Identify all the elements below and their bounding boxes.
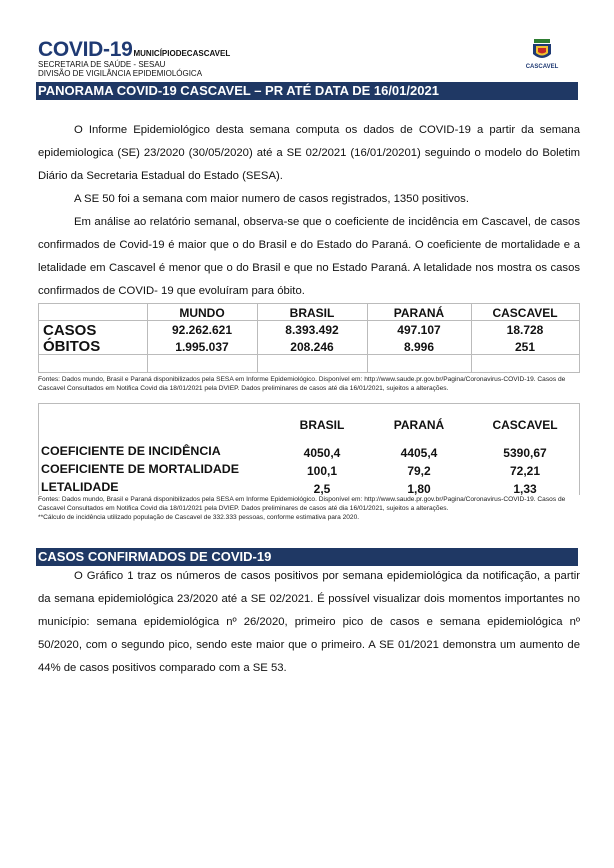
coefficients-table [38,403,580,495]
table2-letalidade-brasil: 2,5 [313,482,331,496]
table2-mortalidade-brasil: 100,1 [306,464,338,478]
table2-row-label-incidencia: COEFICIENTE DE INCIDÊNCIA [41,444,221,458]
table1-casos-parana: 497.107 [397,323,441,337]
table2-letalidade-cascavel: 1,33 [513,482,537,496]
header-title-municipality: MUNICÍPIODECASCAVEL [133,49,231,58]
table1-obitos-cascavel: 251 [514,340,536,354]
table1-casos-mundo: 92.262.621 [171,323,233,337]
table1-source-note: Fontes: Dados mundo, Brasil e Paraná disponibilizados pela SESA em Informe Epidemiológico. Disponível em: http://www.saude.pr.gov.br/Pagina/Coronavirus-COVID-19. Casos de Cascavel Consultados em Notifica Covid dia 18/01/2021 pela DVIEP. Dados preliminares de casos até dia 16/01/2021, sujeitos a alterações. [38,376,566,392]
paragraph-peak-week [38,188,580,211]
table2-header-cascavel: CASCAVEL [492,418,558,432]
header-department: SECRETARIA DE SAÚDE - SESAU [38,60,166,69]
table2-letalidade-parana: 1,80 [407,482,431,496]
paragraph-intro [38,119,580,188]
table1-row-label-obitos: ÓBITOS [43,338,101,355]
cascavel-logo [519,38,565,78]
section-title-confirmed-cases: CASOS CONFIRMADOS DE COVID-19 [36,548,578,566]
table2-incidencia-brasil: 4050,4 [303,446,341,460]
paragraph-confirmed-cases-text: O Gráfico 1 traz os números de casos positivos por semana epidemiológica da notificação, a partir da semana epidemiológica 23/2020 até a SE 02/2021. É possível visualizar dois momentos importantes no município: semana epidemiológica nº 26/2020, primeiro pico de casos e semana epidemiológica nº 50/2020, com o segundo pico, sendo este maior que o primeiro. A SE 01/2021 demonstra um aumento de 44% de casos positivos comparado com a SE 53. [38,570,580,674]
table2-header-brasil: BRASIL [299,418,345,432]
table1-row-label-casos: CASOS [43,322,97,339]
paragraph-peak-week-text: A SE 50 foi a semana com maior numero de casos registrados, 1350 positivos. [74,193,469,205]
table2-row-label-letalidade: LETALIDADE [41,480,119,494]
table2-source-note: Fontes: Dados mundo, Brasil e Paraná disponibilizados pela SESA em Informe Epidemiológico. Disponível em: http://www.saude.pr.gov.br/Pagina/Coronavirus-COVID-19. Casos de Cascavel Consultados em Notifica Covid dia 18/01/2021 pela DVIEP. Dados preliminares de casos até dia 16/01/2021, sujeitos a alterações. [38,496,566,512]
table2-row-label-mortalidade: COEFICIENTE DE MORTALIDADE [41,462,240,476]
table1-casos-brasil: 8.393.492 [285,323,339,337]
paragraph-analysis [38,211,580,303]
table2-incidencia-cascavel: 5390,67 [503,446,547,460]
table1-header-brasil: BRASIL [289,306,335,320]
table2-header-parana: PARANÁ [393,418,445,432]
cases-deaths-table [38,303,580,373]
logo-text: CASCAVEL [525,64,559,70]
table1-obitos-parana: 8.996 [403,340,435,354]
city-crest-icon [519,38,565,64]
table2-incidence-note: **Cálculo de incidência utilizado população de Cascavel de 332.333 pessoas, conforme estimativa para 2020. [38,514,360,521]
table1-obitos-brasil: 208.246 [290,340,334,354]
table1-header-mundo: MUNDO [179,306,225,320]
paragraph-analysis-text: Em análise ao relatório semanal, observa-se que o coeficiente de incidência em Cascavel, de casos confirmados de Covid-19 é maior que o do Brasil e do Estado do Paraná. O coeficiente de mortalidade e a letalidade em Cascavel é menor que o do Brasil e que no Estado Paraná. A letalidade nos mostra os casos confirmados de COVID- 19 que evoluíram para óbito. [38,216,580,297]
table2-mortalidade-parana: 79,2 [407,464,431,478]
table1-casos-cascavel: 18.728 [506,323,544,337]
section-title-panorama: PANORAMA COVID-19 CASCAVEL – PR ATÉ DATA DE 16/01/2021 [36,82,578,100]
table1-obitos-mundo: 1.995.037 [175,340,229,354]
header-title [38,38,230,62]
paragraph-intro-text: O Informe Epidemiológico desta semana computa os dados de COVID-19 a partir da semana epidemiologica (SE) 23/2020 (30/05/2020) até a SE 02/2021 (16/01/20201) seguindo o modelo do Boletim Diário da Secretaria Estadual do Estado (SESA). [38,124,580,182]
document-header [38,38,578,80]
table2-mortalidade-cascavel: 72,21 [509,464,541,478]
table1-header-cascavel: CASCAVEL [492,306,558,320]
paragraph-confirmed-cases [38,565,580,680]
table2-incidencia-parana: 4405,4 [400,446,438,460]
header-division: DIVISÃO DE VIGILÂNCIA EPIDEMIOLÓGICA [38,69,203,78]
header-title-main: COVID-19 [38,38,133,61]
table1-header-parana: PARANÁ [393,306,445,320]
